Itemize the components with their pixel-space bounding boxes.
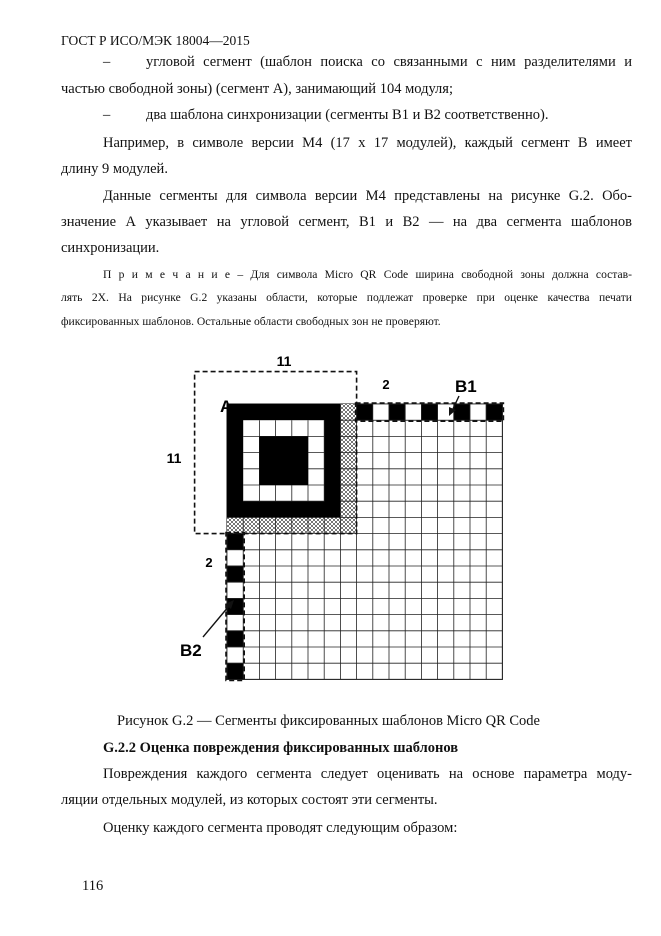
timing-module-b2: [227, 582, 243, 598]
b2-pointer-line: [203, 606, 229, 637]
standard-header: ГОСТ Р ИСО/МЭК 18004—2015: [61, 33, 250, 48]
timing-module-b2: [227, 615, 243, 631]
timing-module-b1: [373, 404, 389, 420]
list-item-1-line-2: частью свободной зоны) (сегмент А), занимающий 104 модуля;: [61, 81, 453, 97]
segment-label-b2: B2: [180, 641, 202, 660]
list-item-1-line-1: угловой сегмент (шаблон поиска со связанными с ним разделителями и: [146, 54, 632, 70]
timing-module-b1: [454, 404, 470, 420]
paragraph-2-line-3: синхронизации.: [61, 240, 160, 256]
timing-module-b2: [227, 550, 243, 566]
timing-module-b2: [227, 631, 243, 647]
dimension-label-gap-left: 2: [205, 555, 213, 570]
figure-caption: Рисунок G.2 — Сегменты фиксированных шаблонов Micro QR Code: [117, 713, 540, 729]
section-paragraph-1-line-1: Повреждения каждого сегмента следует оценивать на основе параметра моду-: [103, 766, 632, 782]
note-label: П р и м е ч а н и е: [103, 268, 231, 281]
segment-label-a: A: [220, 397, 233, 416]
paragraph-2-line-2: значение А указывает на угловой сегмент, В1 и В2 — на два сегмента шаблонов: [61, 214, 632, 230]
timing-module-b2: [227, 647, 243, 663]
paragraph-1-line-2: длину 9 модулей.: [61, 161, 168, 177]
finder-center: [259, 436, 308, 485]
timing-module-b2: [227, 566, 243, 582]
timing-module-b1: [405, 404, 421, 420]
list-item-2: два шаблона синхронизации (сегменты B1 и B2 соответственно).: [146, 107, 549, 123]
page-number: 116: [82, 878, 104, 894]
timing-module-b1: [486, 404, 502, 420]
timing-module-b1: [357, 404, 373, 420]
note-text: – Для символа Micro QR Code ширина свободной зоны должна состав-: [230, 268, 632, 281]
section-heading: G.2.2 Оценка повреждения фиксированных шаблонов: [103, 740, 459, 756]
note-line-2: лять 2X. На рисунке G.2 указаны области, которые подлежат проверке при оценке качества печати: [61, 291, 632, 304]
timing-module-b1: [421, 404, 437, 420]
micro-qr-segments-figure: [165, 355, 515, 695]
dimension-label-gap-top: 2: [382, 377, 390, 392]
paragraph-2-line-1: Данные сегменты для символа версии М4 представлены на рисунке G.2. Обо-: [103, 188, 632, 204]
section-paragraph-1-line-2: ляции отдельных модулей, из которых состоят эти сегменты.: [61, 792, 438, 808]
dimension-label-top: 11: [276, 355, 292, 369]
dimension-label-left: 11: [166, 450, 182, 466]
paragraph-1-line-1: Например, в символе версии М4 (17 x 17 модулей), каждый сегмент В имеет: [103, 135, 632, 151]
timing-module-b1: [389, 404, 405, 420]
timing-pattern-b1: [357, 404, 503, 420]
note-line-1: [103, 265, 632, 285]
timing-module-b2: [227, 534, 243, 550]
section-paragraph-2: Оценку каждого сегмента проводят следующим образом:: [103, 820, 458, 836]
timing-module-b1: [470, 404, 486, 420]
timing-module-b2: [227, 663, 243, 679]
finder-pattern-segment-a: [227, 404, 340, 517]
list-dash: –: [103, 107, 111, 123]
note-line-3: фиксированных шаблонов. Остальные области свободных зон не проверяют.: [61, 315, 441, 328]
segment-label-b1: B1: [455, 377, 477, 396]
list-dash: –: [103, 54, 111, 70]
